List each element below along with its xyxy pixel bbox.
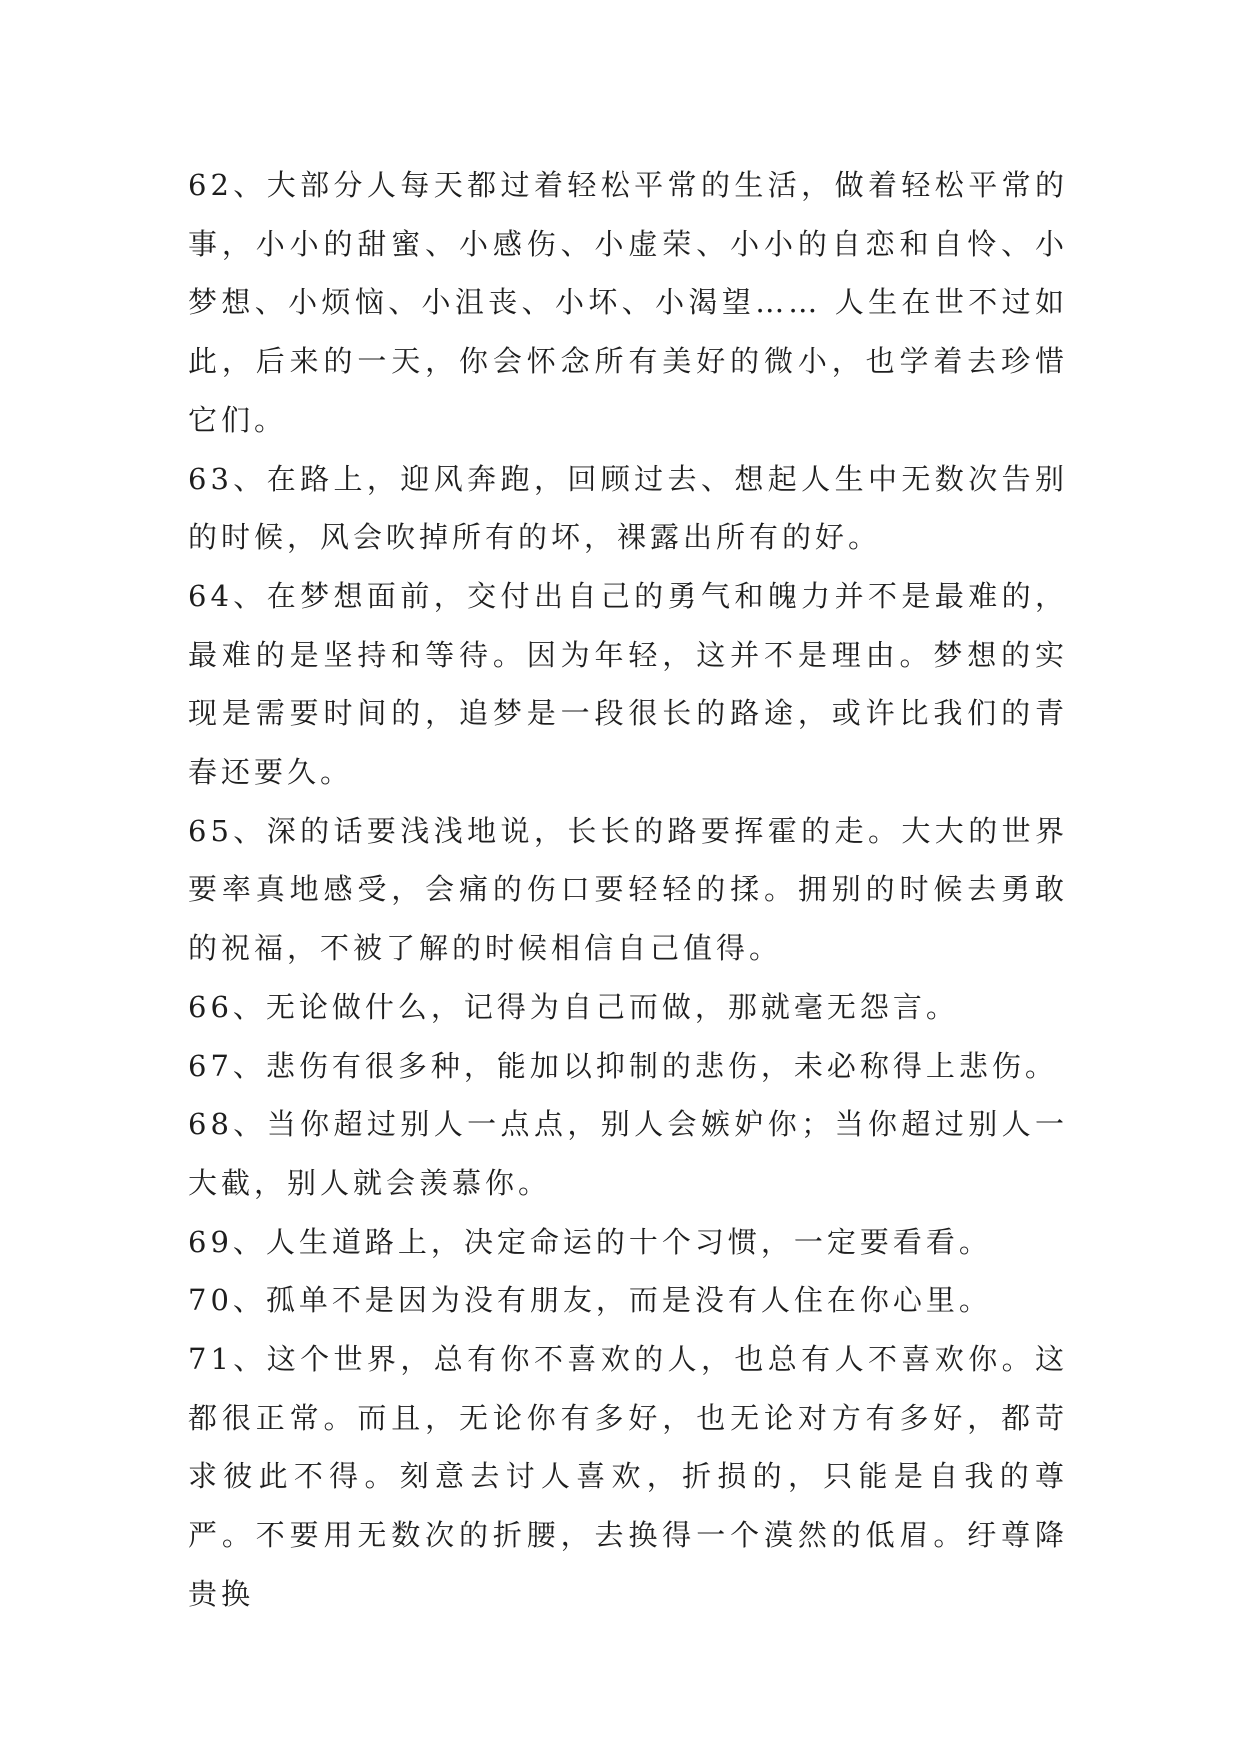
paragraph-65: 65、深的话要浅浅地说，长长的路要挥霍的走。大大的世界要率真地感受，会痛的伤口要轻轻的揉。拥别的时候去勇敢的祝福，不被了解的时候相信自己值得。 [188, 813, 1068, 966]
paragraph-69: 69、人生道路上，决定命运的十个习惯，一定要看看。 [188, 1224, 992, 1259]
paragraph-71: 71、这个世界，总有你不喜欢的人，也总有人不喜欢你。这都很正常。而且，无论你有多好，也无论对方有多好，都苛求彼此不得。刻意去讨人喜欢，折损的，只能是自我的尊严。不要用无数次的折腰，去换得一个漠然的低眉。纡尊降贵换 [188, 1342, 1068, 1611]
paragraph-67: 67、悲伤有很多种，能加以抑制的悲伤，未必称得上悲伤。 [188, 1048, 1058, 1083]
paragraph-70: 70、孤单不是因为没有朋友，而是没有人住在你心里。 [188, 1283, 992, 1318]
document-body [188, 156, 1068, 1624]
paragraph-62: 62、大部分人每天都过着轻松平常的生活，做着轻松平常的事，小小的甜蜜、小感伤、小虚荣、小小的自恋和自怜、小梦想、小烦恼、小沮丧、小坏、小渴望…… 人生在世不过如此，后来的一天，你会怀念所有美好的微小，也学着去珍惜它们。 [188, 168, 1068, 437]
paragraph-68: 68、当你超过别人一点点，别人会嫉妒你；当你超过别人一大截，别人就会羡慕你。 [188, 1107, 1068, 1200]
paragraph-66: 66、无论做什么，记得为自己而做，那就毫无怨言。 [188, 989, 959, 1024]
paragraph-64: 64、在梦想面前，交付出自己的勇气和魄力并不是最难的，最难的是坚持和等待。因为年轻，这并不是理由。梦想的实现是需要时间的，追梦是一段很长的路途，或许比我们的青春还要久。 [188, 578, 1068, 790]
paragraph-63: 63、在路上，迎风奔跑，回顾过去、想起人生中无数次告别的时候，风会吹掉所有的坏，裸露出所有的好。 [188, 461, 1068, 555]
